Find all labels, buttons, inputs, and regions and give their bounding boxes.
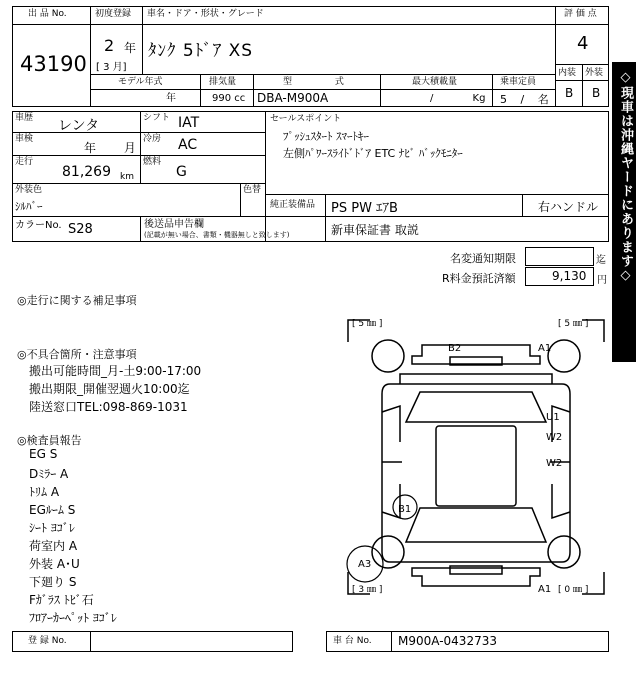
car-side-bottom-window: [450, 566, 502, 574]
color-label: 外装色: [15, 185, 43, 195]
fuel: G: [176, 164, 187, 180]
shift-label: シフト: [143, 113, 171, 123]
registration-no-label: 登 録 No.: [28, 636, 67, 646]
inspector-line: 外装 A･U: [29, 557, 80, 571]
lot-no-label: 出 品 No.: [28, 9, 67, 19]
model-year-unit: 年: [166, 93, 176, 104]
defect-line: 搬出期限_開催翌週火10:00迄: [29, 382, 190, 396]
windshield: [406, 392, 546, 422]
sales-line-2: 左側ﾊﾟﾜｰｽﾗｲﾄﾞﾄﾞｱ ETC ﾅﾋﾞ ﾊﾞｯｸﾓﾆﾀｰ: [283, 147, 463, 160]
color-no-label: カラーNo.: [15, 220, 62, 231]
name-change-label: 名変通知期限: [450, 252, 516, 265]
aftermarket-note: (記載が無い場合、書類・機器無しと致します): [144, 231, 290, 239]
sales-line-1: ﾌﾟｯｼｭｽﾀｰﾄ ｽﾏｰﾄｷｰ: [283, 130, 369, 143]
front-left-panel: [382, 406, 400, 442]
chassis-no: M900A-0432733: [398, 634, 497, 648]
mileage-unit: km: [120, 172, 134, 182]
tire-depth-tl: [ 5 ㎜ ]: [352, 319, 383, 329]
car-body-plan: [382, 384, 570, 562]
ac: AC: [178, 137, 198, 153]
ac-label: 冷房: [143, 134, 162, 144]
driving-notes-title: ◎走行に関する補足事項: [17, 294, 137, 307]
color-change-label: 色替: [243, 185, 262, 195]
rear-right-panel: [552, 484, 570, 518]
tire-depth-br: [ 0 ㎜ ]: [558, 585, 589, 595]
first-reg-month: [ 3 月]: [96, 62, 127, 73]
score: 4: [577, 33, 589, 54]
shift: IAT: [178, 115, 200, 131]
equipment-label: 純正装備品: [270, 200, 316, 210]
displacement: 990 cc: [212, 93, 246, 104]
damage-mark: B2: [448, 343, 462, 354]
aftermarket-label: 後送品申告欄: [144, 219, 204, 230]
score-label: 評 価 点: [564, 9, 597, 19]
model-year-label: モデル年式: [118, 77, 163, 87]
tire-depth-tr: [ 5 ㎜ ]: [558, 319, 589, 329]
inspector-line: ﾌﾛｱｰｶｰﾍﾟｯﾄ ﾖｺﾞﾚ: [29, 611, 117, 625]
inspector-line: 荷室内 A: [29, 539, 78, 553]
max-load-label: 最大積載量: [412, 77, 458, 87]
inspector-title: ◎検査員報告: [17, 434, 82, 447]
name-change-suffix: 迄: [596, 255, 606, 266]
recycle-amount: 9,130: [552, 269, 587, 283]
defects-title: ◎不具合箇所・注意事項: [17, 348, 137, 361]
inspector-line: 下廻り S: [29, 575, 77, 589]
damage-mark: B1: [398, 504, 412, 515]
inspector-line: ﾄﾘﾑ A: [29, 485, 60, 499]
inspector-line: EG S: [29, 447, 58, 461]
damage-mark: W2: [546, 432, 563, 443]
car-diagram: [340, 312, 612, 630]
first-reg-year: 2: [104, 36, 115, 55]
inspector-line: ｼｰﾄ ﾖｺﾞﾚ: [29, 521, 75, 535]
damage-mark: A1: [538, 343, 552, 354]
equipment: PS PW ｴｱB: [331, 201, 398, 216]
history: レンタ: [58, 118, 100, 134]
inspection: 年 月: [84, 141, 136, 155]
defect-line: 搬出可能時間_月-土9:00-17:00: [29, 364, 202, 378]
steering: 右ハンドル: [538, 200, 599, 214]
exterior-label: 外装: [585, 68, 604, 78]
exterior-score: B: [592, 86, 601, 100]
interior-label: 内装: [558, 68, 577, 78]
warranty: 新車保証書 取説: [331, 223, 419, 237]
wheel-bl: [372, 536, 404, 568]
defect-line: 陸送窓口TEL:098-869-1031: [29, 400, 188, 414]
capacity-label: 乗車定員: [500, 77, 537, 87]
tire-depth-bl: [ 3 ㎜ ]: [352, 585, 383, 595]
damage-mark: A1: [538, 584, 552, 595]
car-side-top: [412, 345, 540, 364]
rear-glass: [406, 508, 546, 542]
recycle-label: R料金預託済額: [442, 272, 516, 285]
mileage: 81,269: [62, 164, 111, 180]
color: ｼﾙﾊﾞｰ: [15, 200, 43, 213]
history-label: 車歴: [15, 113, 34, 123]
damage-mark: A3: [358, 559, 372, 570]
wheel-tr: [548, 340, 580, 372]
lot-no: 43190: [20, 52, 87, 76]
year-unit: 年: [124, 41, 137, 55]
interior-score: B: [565, 86, 574, 100]
inspector-line: EGﾙｰﾑ S: [29, 503, 76, 517]
first-reg-label: 初度登録: [95, 9, 132, 19]
roof: [436, 426, 516, 506]
front-bumper: [400, 374, 552, 384]
type-label: 型 式: [283, 77, 344, 87]
inspection-label: 車検: [15, 134, 34, 144]
location-notice: ◇現車は沖縄ヤードにあります◇: [618, 70, 633, 284]
damage-mark: U1: [546, 412, 560, 423]
damage-mark: W2: [546, 458, 563, 469]
wheel-tl: [372, 340, 404, 372]
capacity: 5 / 名: [500, 93, 549, 106]
sales-label: セールスポイント: [270, 114, 342, 124]
car-name: ﾀﾝｸ 5ﾄﾞｱ XS: [148, 41, 254, 61]
location-notice-bar: [612, 62, 636, 362]
mileage-label: 走行: [15, 157, 34, 167]
displacement-label: 排気量: [209, 77, 237, 87]
car-name-label: 車名・ドア・形状・グレード: [147, 9, 264, 19]
fuel-label: 燃料: [143, 157, 162, 167]
recycle-unit: 円: [597, 275, 607, 286]
max-load: / Kg: [430, 93, 486, 104]
inspector-line: Dﾐﾗｰ A: [29, 467, 69, 481]
wheel-br: [548, 536, 580, 568]
type: DBA-M900A: [257, 91, 329, 105]
car-side-bottom: [412, 568, 540, 586]
inspector-line: Fｶﾞﾗｽ ﾄﾋﾞ石: [29, 593, 94, 607]
chassis-no-label: 車 台 No.: [333, 636, 372, 646]
color-no: S28: [68, 222, 93, 237]
